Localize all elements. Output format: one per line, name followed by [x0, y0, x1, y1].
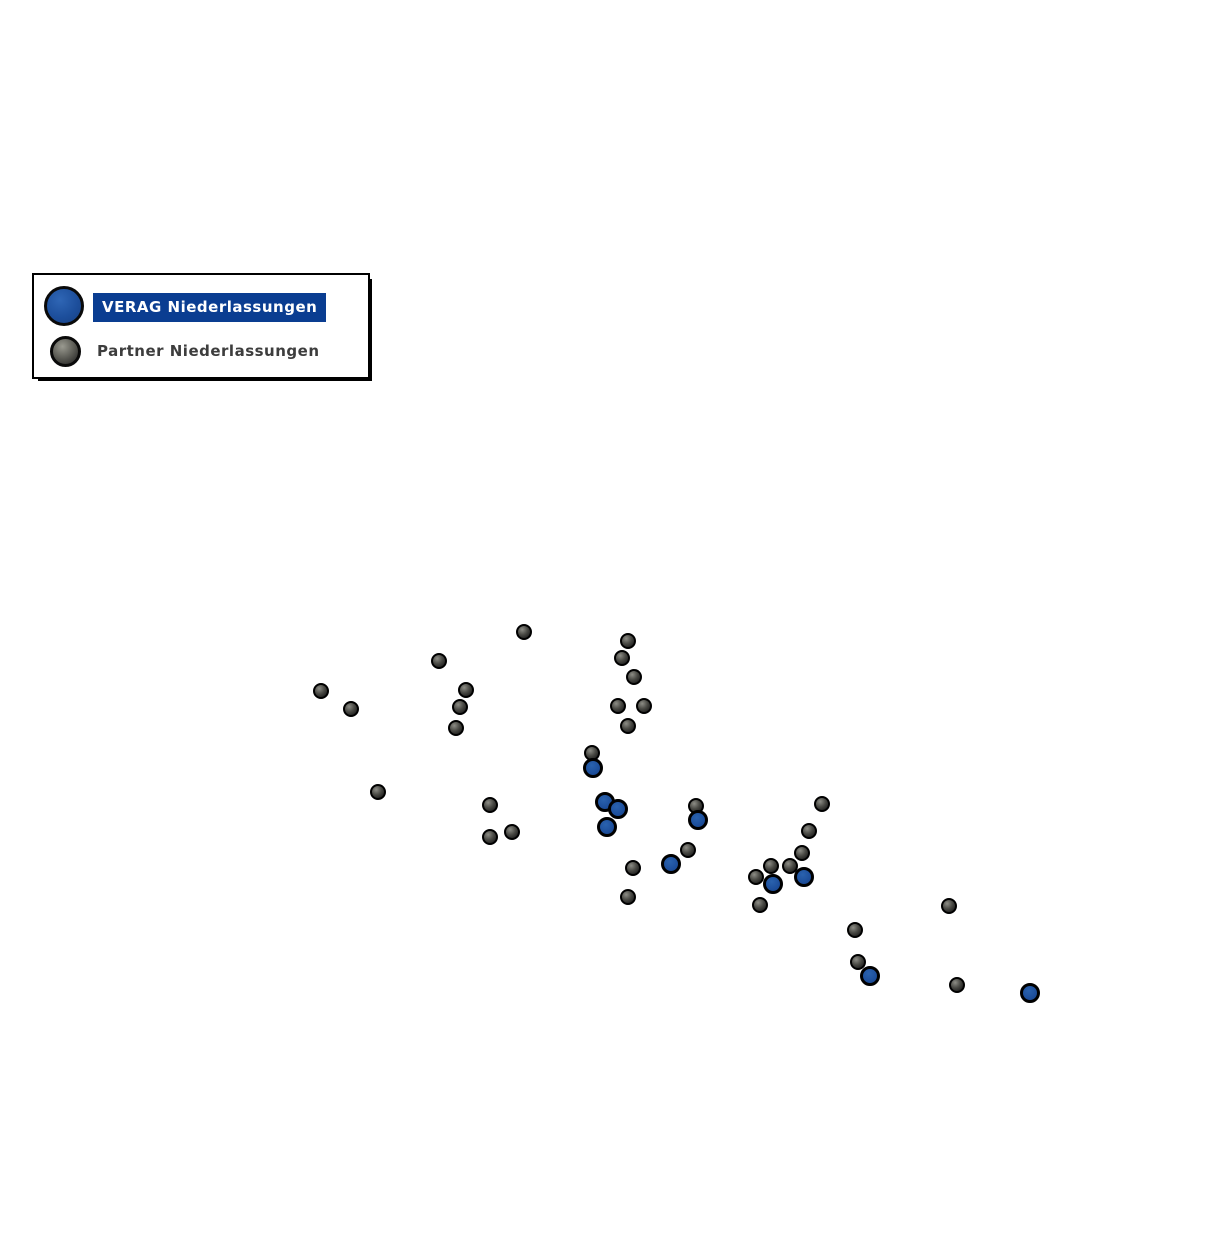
partner-branch-marker[interactable]	[620, 633, 636, 649]
partner-branch-marker[interactable]	[625, 860, 641, 876]
partner-branch-marker[interactable]	[748, 869, 764, 885]
partner-branch-marker[interactable]	[448, 720, 464, 736]
partner-branch-marker[interactable]	[516, 624, 532, 640]
partner-branch-marker[interactable]	[482, 829, 498, 845]
verag-marker-icon	[44, 286, 84, 326]
verag-branch-marker[interactable]	[1020, 983, 1040, 1003]
partner-branch-marker[interactable]	[941, 898, 957, 914]
partner-branch-marker[interactable]	[370, 784, 386, 800]
partner-branch-marker[interactable]	[752, 897, 768, 913]
partner-branch-marker[interactable]	[614, 650, 630, 666]
legend-partner-label: Partner Niederlassungen	[97, 342, 320, 360]
legend-verag-label: VERAG Niederlassungen	[93, 293, 326, 322]
partner-branch-marker[interactable]	[620, 718, 636, 734]
partner-branch-marker[interactable]	[847, 922, 863, 938]
partner-branch-marker[interactable]	[313, 683, 329, 699]
partner-branch-marker[interactable]	[801, 823, 817, 839]
partner-branch-marker[interactable]	[482, 797, 498, 813]
verag-branch-marker[interactable]	[597, 817, 617, 837]
partner-branch-marker[interactable]	[610, 698, 626, 714]
verag-branch-marker[interactable]	[661, 854, 681, 874]
partner-branch-marker[interactable]	[343, 701, 359, 717]
partner-branch-marker[interactable]	[620, 889, 636, 905]
verag-branch-marker[interactable]	[860, 966, 880, 986]
partner-branch-marker[interactable]	[794, 845, 810, 861]
partner-branch-marker[interactable]	[763, 858, 779, 874]
partner-marker-icon	[50, 336, 81, 367]
partner-branch-marker[interactable]	[452, 699, 468, 715]
verag-branch-marker[interactable]	[688, 810, 708, 830]
partner-branch-marker[interactable]	[458, 682, 474, 698]
partner-branch-marker[interactable]	[626, 669, 642, 685]
partner-branch-marker[interactable]	[949, 977, 965, 993]
verag-branch-marker[interactable]	[794, 867, 814, 887]
verag-branch-marker[interactable]	[583, 758, 603, 778]
partner-branch-marker[interactable]	[814, 796, 830, 812]
legend-box	[32, 273, 370, 379]
partner-branch-marker[interactable]	[431, 653, 447, 669]
verag-branch-marker[interactable]	[763, 874, 783, 894]
partner-branch-marker[interactable]	[636, 698, 652, 714]
partner-branch-marker[interactable]	[504, 824, 520, 840]
verag-branch-marker[interactable]	[608, 799, 628, 819]
partner-branch-marker[interactable]	[680, 842, 696, 858]
